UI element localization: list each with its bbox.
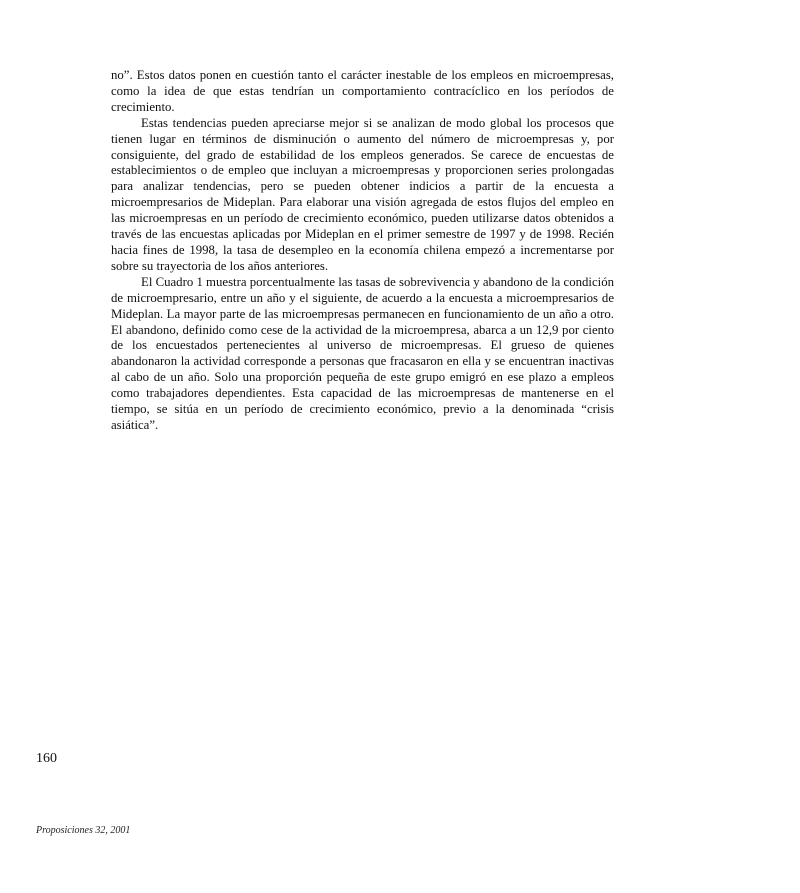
page-number: 160 [36, 751, 57, 766]
paragraph-continuation: no”. Estos datos ponen en cuestión tanto el carácter inestable de los empleos en microempresas, como la idea de que estas tendrían un comportamiento contracíclico en los períodos de crecimiento. [111, 68, 614, 114]
journal-footer: Proposiciones 32, 2001 [36, 825, 131, 836]
paragraph-cuadro-1: El Cuadro 1 muestra porcentualmente las tasas de sobrevivencia y abandono de la condición de microempresario, entre un año y el siguiente, de acuerdo a la encuesta a microempresarios de Mideplan. La mayor parte de las microempresas permanecen en funcionamiento de un año a otro. El abandono, definido como cese de la actividad de la microempresa, abarca a un 12,9 por ciento de los encuestados pertenecientes al universo de microempresas. El grueso de quienes abandonaron la actividad corresponde a personas que fracasaron en ella y se encuentran inactivas al cabo de un año. Solo una proporción pequeña de este grupo emigró en ese plazo a empleos como trabajadores dependientes. Esta capacidad de las microempresas de mantenerse en el tiempo, se sitúa en un período de crecimiento económico, previo a la denominada “crisis asiática”. [111, 274, 614, 432]
paragraph-trends: Estas tendencias pueden apreciarse mejor si se analizan de modo global los procesos que tienen lugar en términos de disminución o aumento del número de microempresas y, por consiguiente, del grado de estabilidad de los empleos generados. Se carece de encuestas de establecimientos o de empleo que incluyan a microempresas y proporcionen series prolongadas para analizar tendencias, pero se pueden obtener indicios a partir de la encuesta a microempresarios de Mideplan. Para elaborar una visión agregada de estos flujos del empleo en las microempresas en un período de crecimiento económico, pueden utilizarse datos obtenidos a través de las encuestas aplicadas por Mideplan en el primer semestre de 1997 y de 1998. Recién hacia fines de 1998, la tasa de desempleo en la economía chilena empezó a incrementarse por sobre su trayectoria de los años anteriores. [111, 115, 614, 273]
body-text-column [111, 68, 614, 434]
